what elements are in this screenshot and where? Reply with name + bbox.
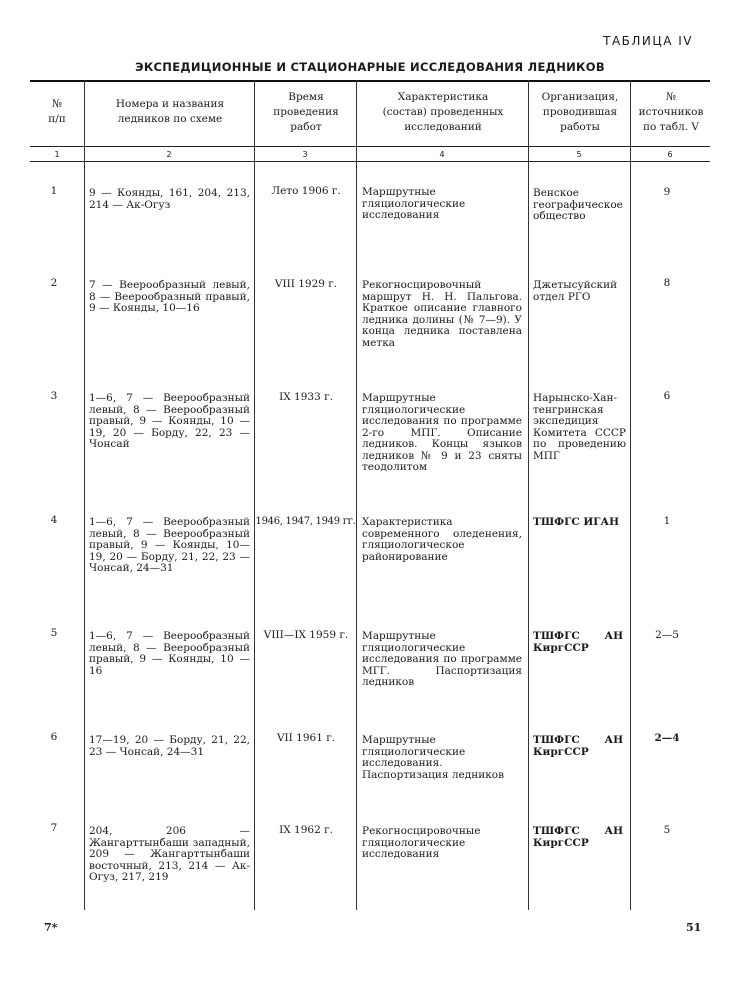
- row-7-characteristics: Рекогносцировочные гляциологические исследования: [362, 825, 481, 860]
- row-6-number: 6: [50, 731, 58, 743]
- header-time-line3: работ: [290, 121, 322, 133]
- header-time-line2: проведения: [273, 106, 339, 118]
- column-number: 5: [576, 150, 582, 159]
- row-1-glaciers: 9 — Коянды, 161, 204, 213, 214 — Ак-Огуз: [89, 187, 250, 211]
- row-3-number: 3: [50, 390, 58, 402]
- row-1-time: Лето 1906 г.: [271, 185, 341, 197]
- row-6-sources: 2—4: [654, 732, 680, 744]
- header-characteristics-line2: (состав) проведенных: [382, 106, 504, 118]
- row-7-organization: ТШФГС АН КиргССР: [533, 825, 623, 849]
- row-4-sources: 1: [663, 515, 671, 527]
- header-characteristics-line3: исследований: [404, 121, 482, 133]
- row-5-characteristics: Маршрутные гляциологические исследования по программе МГГ. Паспортизация ледников: [362, 630, 522, 688]
- row-4-time: 1946, 1947, 1949 гг.: [255, 516, 356, 527]
- header-characteristics: [358, 90, 528, 135]
- column-number: 4: [439, 150, 445, 159]
- row-5-number: 5: [50, 627, 58, 639]
- header-organization-line2: проводившая: [542, 106, 618, 118]
- row-6-time: VII 1961 г.: [276, 732, 336, 744]
- row-3-time: IX 1933 г.: [279, 391, 333, 403]
- header-sources-line3: по табл. V: [643, 121, 699, 133]
- header-time-line1: Время: [288, 91, 324, 103]
- row-6-glaciers: 17—19, 20 — Борду, 21, 22, 23 — Чонсай, 24—31: [89, 734, 250, 758]
- row-2-glaciers: 7 — Веерообразный левый, 8 — Веерообразный правый, 9 — Коянды, 10—16: [89, 279, 250, 314]
- header-rule: [30, 146, 710, 147]
- row-2-time: VIII 1929 г.: [274, 278, 338, 290]
- row-4-organization: ТШФГС ИГАН: [533, 516, 619, 528]
- row-7-number: 7: [50, 822, 58, 834]
- header-number-line1: №: [52, 98, 62, 110]
- row-5-sources: 2—5: [655, 629, 679, 641]
- column-number: 1: [54, 150, 60, 159]
- row-3-sources: 6: [663, 390, 671, 402]
- row-1-characteristics: Маршрутные гляциологические исследования: [362, 186, 466, 221]
- row-6-organization: ТШФГС АН КиргССР: [533, 734, 623, 758]
- table-top-rule: [30, 80, 710, 82]
- row-3-characteristics: Маршрутные гляциологические исследования по программе 2-го МПГ. Описание ледников. Концы языков ледников № 9 и 23 сняты теодолитом: [362, 392, 522, 473]
- row-2-characteristics: Рекогносцировочный маршрут Н. Н. Пальгова. Краткое описание главного ледника долины (№ 7—9). У конца ледника поставлена метка: [362, 279, 522, 349]
- footer-signature-mark: 7*: [44, 921, 58, 934]
- page-number: 51: [686, 921, 702, 934]
- column-number: 2: [166, 150, 172, 159]
- column-number: 6: [667, 150, 673, 159]
- row-1-number: 1: [50, 185, 58, 197]
- row-5-organization: ТШФГС АН КиргССР: [533, 630, 623, 654]
- column-number: 3: [302, 150, 308, 159]
- row-7-time: IX 1962 г.: [279, 824, 333, 836]
- header-glaciers-line1: Номера и названия: [115, 98, 225, 110]
- row-1-organization: Венское географическое общество: [533, 187, 623, 222]
- header-time: [256, 90, 356, 135]
- row-4-characteristics: Характеристика современного оледенения, гляциологическое районирование: [362, 516, 522, 563]
- row-2-sources: 8: [663, 277, 671, 289]
- header-sources-line2: источников: [638, 106, 704, 118]
- header-sources-line1: №: [666, 91, 676, 103]
- row-4-glaciers: 1—6, 7 — Веерообразный левый, 8 — Веерообразный правый, 9 — Коянды, 10—19, 20 — Борду, 21, 22, 23 — Чонсай, 24—31: [89, 516, 250, 574]
- header-number: [30, 97, 84, 127]
- row-2-number: 2: [50, 277, 58, 289]
- row-3-glaciers: 1—6, 7 — Веерообразный левый, 8 — Веерообразный правый, 9 — Коянды, 10 — 19, 20 — Борду, 22, 23 — Чонсай: [89, 392, 250, 450]
- row-2-organization: Джетысуйский отдел РГО: [533, 279, 618, 303]
- page-title: ЭКСПЕДИЦИОННЫЕ И СТАЦИОНАРНЫЕ ИССЛЕДОВАНИЯ ЛЕДНИКОВ: [135, 60, 605, 74]
- column-divider: [528, 80, 529, 910]
- row-7-sources: 5: [663, 824, 671, 836]
- column-divider: [630, 80, 631, 910]
- row-3-organization: Нарынско-Хан-тенгринская экспедиция Комитета СССР по проведению МПГ: [533, 392, 626, 462]
- row-7-glaciers: 204, 206 — Жангарттынбаши западный, 209 — Жангарттынбаши восточный, 213, 214 — Ак-Огуз, 217, 219: [89, 825, 250, 883]
- column-divider: [356, 80, 357, 910]
- row-4-number: 4: [50, 514, 58, 526]
- header-organization-line1: Организация,: [541, 91, 619, 103]
- row-5-glaciers: 1—6, 7 — Веерообразный левый, 8 — Веерообразный правый, 9 — Коянды, 10 — 16: [89, 630, 250, 677]
- row-1-sources: 9: [663, 186, 671, 198]
- column-divider: [254, 80, 255, 910]
- header-characteristics-line1: Характеристика: [397, 91, 489, 103]
- row-5-time: VIII—IX 1959 г.: [263, 629, 349, 641]
- header-sources: [632, 90, 710, 135]
- table-label: ТАБЛИЦА IV: [603, 34, 693, 48]
- header-number-line2: п/п: [48, 113, 66, 125]
- header-glaciers: [86, 97, 254, 127]
- header-organization-line3: работы: [560, 121, 600, 133]
- column-number-rule: [30, 161, 710, 162]
- header-organization: [530, 90, 630, 135]
- row-6-characteristics: Маршрутные гляциологические исследования. Паспортизация ледников: [362, 734, 504, 781]
- header-glaciers-line2: ледников по схеме: [117, 113, 223, 125]
- column-divider: [84, 80, 85, 910]
